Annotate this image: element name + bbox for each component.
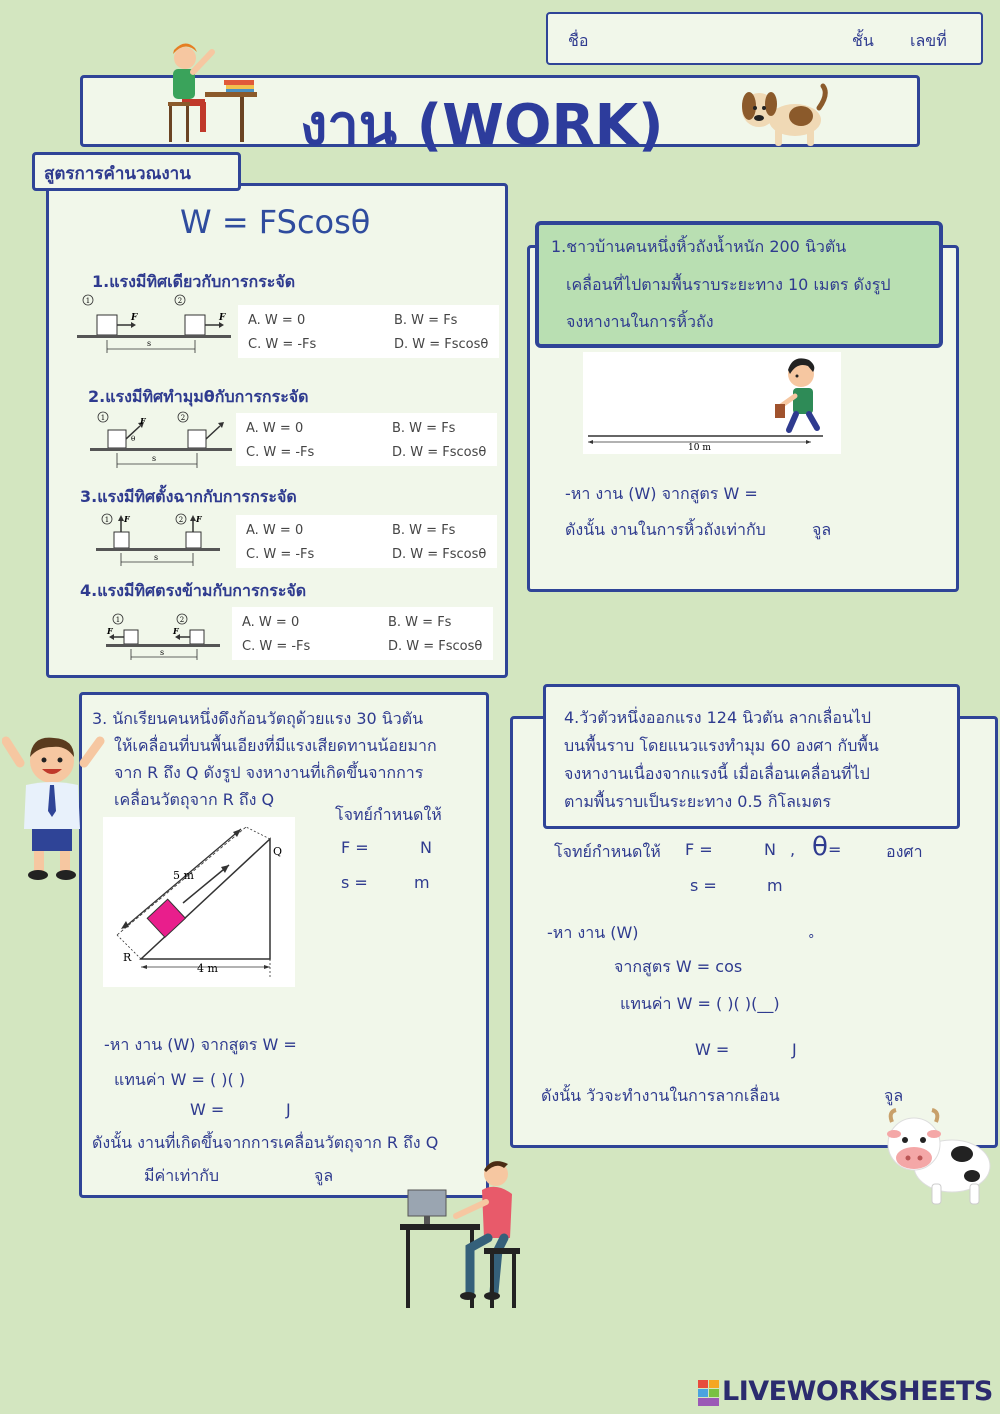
main-formula: W = FScosθ bbox=[180, 203, 371, 241]
q1-diagram bbox=[75, 293, 233, 355]
q1-options bbox=[238, 305, 499, 358]
name-label: ชื่อ bbox=[568, 31, 589, 50]
incline-q-label: Q bbox=[273, 845, 283, 858]
q2-option-c[interactable]: C. W = -Fs bbox=[246, 445, 315, 460]
problem-4-sub-line: แทนค่า W = ( )( )(__) bbox=[620, 994, 780, 1013]
problem-3-answer-line-1: ดังนั้น งานที่เกิดขึ้นจากการเคลื่อนวัตถุจาก R ถึง Q bbox=[92, 1133, 439, 1152]
number-label: เลขที่ bbox=[910, 31, 947, 50]
brand-name[interactable]: LIVEWORKSHEETS bbox=[722, 1376, 993, 1407]
question-4-label: 4.แรงมีทิศตรงข้ามกับการกระจัด bbox=[80, 581, 307, 600]
problem-4-theta-symbol: θ bbox=[812, 832, 828, 862]
q1-force-label-2: F bbox=[219, 313, 226, 323]
q4-option-d[interactable]: D. W = Fscosθ bbox=[388, 639, 483, 654]
q3-option-c[interactable]: C. W = -Fs bbox=[246, 547, 315, 562]
problem-1-line-2: เคลื่อนที่ไปตามพื้นราบระยะทาง 10 เมตร ดังรูป bbox=[566, 275, 891, 294]
problem-3-line-1: 3. นักเรียนคนหนึ่งดึงก้อนวัตถุด้วยแรง 30 นิวตัน bbox=[92, 709, 424, 728]
q3-point-2: 2 bbox=[178, 516, 184, 524]
problem-4-theta-eq: = bbox=[828, 840, 842, 859]
q2-angle-label: θ bbox=[131, 435, 136, 443]
waving-boy-illustration bbox=[2, 733, 112, 883]
problem-3-given-label: โจทย์กำหนดให้ bbox=[335, 805, 442, 824]
q1-point-2: 2 bbox=[177, 297, 183, 305]
problem-4-line-1: 4.วัวตัวหนึ่งออกแรง 124 นิวตัน ลากเลื่อนไป bbox=[564, 708, 872, 727]
q3-option-d[interactable]: D. W = Fscosθ bbox=[392, 547, 487, 562]
incline-hyp-label: 5 m bbox=[173, 869, 194, 882]
problem-4-line-4: ตามพื้นราบเป็นระยะทาง 0.5 กิโลเมตร bbox=[564, 792, 831, 811]
problem-4-w-unit: J bbox=[792, 1040, 797, 1059]
problem-1-answer-line: ดังนั้น งานในการหิ้วถังเท่ากับ bbox=[565, 520, 766, 539]
dog-illustration bbox=[735, 80, 830, 148]
q2-force-label-1: F bbox=[140, 416, 146, 426]
q3-displacement-label: s bbox=[154, 553, 159, 562]
q4-force-label-1: F bbox=[107, 626, 113, 636]
q2-option-d[interactable]: D. W = Fscosθ bbox=[392, 445, 487, 460]
q2-option-a[interactable]: A. W = 0 bbox=[246, 421, 304, 436]
q1-option-b[interactable]: B. W = Fs bbox=[394, 313, 458, 328]
problem-4-answer-line: ดังนั้น วัวจะทำงานในการลากเลื่อน bbox=[541, 1086, 780, 1105]
q3-option-a[interactable]: A. W = 0 bbox=[246, 523, 304, 538]
student-desk-illustration bbox=[160, 40, 260, 145]
incline-base-label: 4 m bbox=[197, 962, 218, 975]
q2-option-b[interactable]: B. W = Fs bbox=[392, 421, 456, 436]
brand-logo-icon bbox=[698, 1380, 720, 1406]
problem-1-distance-label: 10 m bbox=[688, 443, 711, 453]
problem-1-unit: จูล bbox=[812, 520, 832, 539]
q2-diagram bbox=[88, 410, 234, 470]
q4-options bbox=[232, 607, 493, 660]
problem-4-line-3: จงหางานเนื่องจากแรงนี้ เมื่อเลื่อนเคลื่อนที่ไป bbox=[564, 764, 870, 783]
problem-4-w-label: W = bbox=[695, 1040, 730, 1059]
page-title: งาน (WORK) bbox=[300, 93, 664, 158]
q1-option-c[interactable]: C. W = -Fs bbox=[248, 337, 317, 352]
problem-1-find-line: -หา งาน (W) จากสูตร W = bbox=[565, 484, 758, 503]
q1-displacement-label: s bbox=[147, 339, 152, 348]
q3-force-label-1: F bbox=[124, 514, 130, 524]
problem-4-line-2: บนพื้นราบ โดยแนวแรงทำมุม 60 องศา กับพื้น bbox=[564, 736, 879, 755]
q2-options bbox=[236, 413, 497, 466]
q3-options bbox=[236, 515, 497, 568]
problem-4-degree-word: องศา bbox=[886, 842, 923, 861]
q3-diagram bbox=[94, 510, 222, 568]
q4-option-b[interactable]: B. W = Fs bbox=[388, 615, 452, 630]
q1-option-d[interactable]: D. W = Fscosθ bbox=[394, 337, 489, 352]
problem-3-answer-line-2: มีค่าเท่ากับ bbox=[144, 1166, 220, 1185]
problem-3-s-unit: m bbox=[414, 873, 430, 892]
incline-figure bbox=[103, 817, 295, 987]
problem-3-s-label: s = bbox=[341, 873, 368, 892]
q4-option-c[interactable]: C. W = -Fs bbox=[242, 639, 311, 654]
problem-3-line-4: เคลื่อนวัตถุจาก R ถึง Q bbox=[114, 790, 275, 809]
formula-tab-label: สูตรการคำนวณงาน bbox=[44, 164, 191, 184]
problem-3-line-2: ให้เคลื่อนที่บนพื้นเอียงที่มีแรงเสียดทานน้อยมาก bbox=[114, 736, 437, 755]
question-2-label: 2.แรงมีทิศทำมุมθกับการกระจัด bbox=[88, 387, 309, 406]
q4-force-label-2: F bbox=[173, 626, 179, 636]
q1-option-a[interactable]: A. W = 0 bbox=[248, 313, 306, 328]
problem-3-w-label: W = bbox=[190, 1100, 225, 1119]
problem-4-answer-unit: จูล bbox=[884, 1086, 904, 1105]
question-3-label: 3.แรงมีทิศตั้งฉากกับการกระจัด bbox=[80, 487, 297, 506]
problem-4-formula-line: จากสูตร W = cos bbox=[614, 957, 743, 976]
q4-diagram bbox=[104, 612, 222, 662]
problem-4-find-line: -หา งาน (W) bbox=[547, 923, 639, 942]
problem-1-answer-input[interactable] bbox=[787, 518, 807, 538]
problem-1-figure bbox=[583, 352, 841, 454]
q3-force-label-2: F bbox=[196, 514, 202, 524]
computer-user-illustration bbox=[400, 1152, 530, 1310]
problem-3-sub-line: แทนค่า W = ( )( ) bbox=[114, 1070, 246, 1089]
problem-4-degree-mark: ° bbox=[808, 933, 815, 948]
class-label: ชั้น bbox=[852, 31, 874, 50]
problem-1-line-1: 1.ชาวบ้านคนหนึ่งหิ้วถังน้ำหนัก 200 นิวตัน bbox=[551, 237, 847, 256]
problem-4-given-label: โจทย์กำหนดให้ bbox=[554, 842, 661, 861]
incline-r-label: R bbox=[123, 951, 132, 964]
problem-1-line-3: จงหางานในการหิ้วถัง bbox=[566, 312, 714, 331]
problem-3-w-unit: J bbox=[286, 1100, 291, 1119]
problem-3-f-label: F = bbox=[341, 838, 369, 857]
question-1-label: 1.แรงมีทิศเดียวกับการกระจัด bbox=[92, 272, 296, 291]
q4-point-1: 1 bbox=[115, 616, 121, 624]
q2-displacement-label: s bbox=[152, 454, 157, 463]
q2-point-2: 2 bbox=[180, 414, 186, 422]
q4-option-a[interactable]: A. W = 0 bbox=[242, 615, 300, 630]
q1-point-1: 1 bbox=[85, 297, 91, 305]
q2-point-1: 1 bbox=[100, 414, 106, 422]
q4-point-2: 2 bbox=[179, 616, 185, 624]
q3-option-b[interactable]: B. W = Fs bbox=[392, 523, 456, 538]
problem-4-s-label: s = bbox=[690, 876, 717, 895]
problem-3-answer-unit: จูล bbox=[314, 1166, 334, 1185]
problem-4-comma: , bbox=[790, 840, 796, 859]
problem-3-find-line: -หา งาน (W) จากสูตร W = bbox=[104, 1035, 297, 1054]
q4-displacement-label: s bbox=[160, 648, 165, 657]
q3-point-1: 1 bbox=[104, 516, 110, 524]
problem-4-f-label: F = bbox=[685, 840, 713, 859]
problem-4-s-unit: m bbox=[767, 876, 783, 895]
problem-3-line-3: จาก R ถึง Q ดังรูป จงหางานที่เกิดขึ้นจากการ bbox=[114, 763, 424, 782]
q1-force-label-1: F bbox=[131, 313, 138, 323]
problem-4-f-unit: N bbox=[764, 840, 776, 859]
problem-3-f-unit: N bbox=[420, 838, 432, 857]
cow-illustration bbox=[880, 1108, 995, 1208]
